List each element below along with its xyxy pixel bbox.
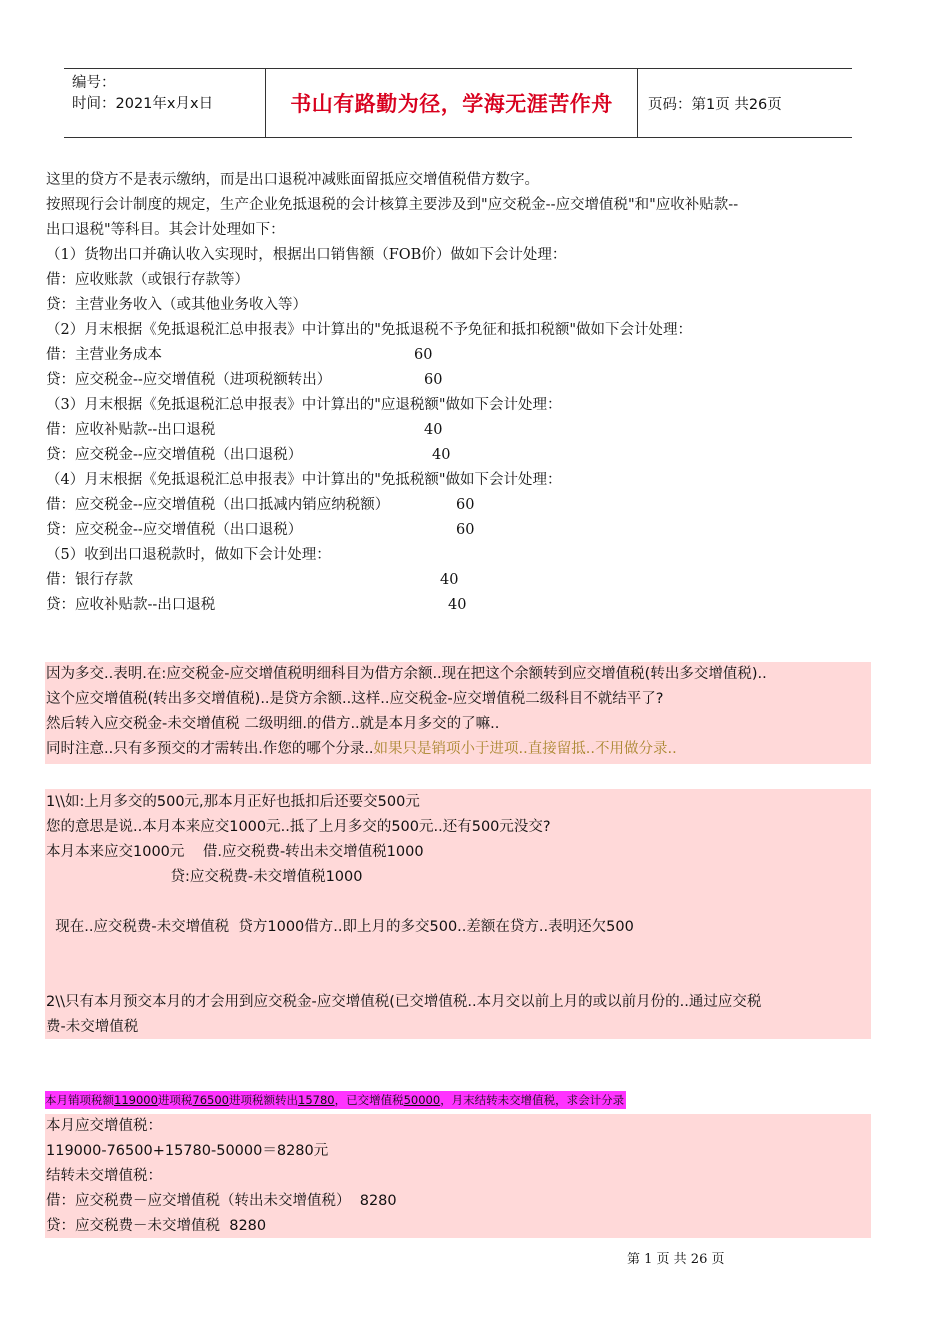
blank-line <box>45 890 871 915</box>
entry-amount: 40 <box>448 597 467 613</box>
paragraph-line: 贷：应交税费－未交增值税 8280 <box>46 1218 267 1234</box>
note-text: 同时注意..只有多预交的才需转出.作您的哪个分录.. <box>46 741 374 757</box>
paragraph-line: 2\\只有本月预交本月的才会用到应交税金-应交增值税(已交增值税..本月交以前上月的或以前月份的..通过应交税 <box>46 994 762 1010</box>
header-page-cell <box>638 69 852 137</box>
entry-line <box>46 343 876 368</box>
entry-amount: 40 <box>440 572 459 588</box>
entry-line <box>46 268 876 293</box>
paragraph-line: 这个应交增值税(转出多交增值税)..是贷方余额..这样..应交税金-应交增值税二级科目不就结平了? <box>46 691 664 707</box>
entry-text: 这里的贷方不是表示缴纳，而是出口退税冲减账面留抵应交增值税借方数字。 <box>46 172 539 188</box>
entry-line <box>46 193 876 218</box>
paragraph-line: 结转未交增值税： <box>46 1168 162 1184</box>
entry-amount: 60 <box>456 497 475 513</box>
entry-text: （2）月末根据《免抵退税汇总申报表》中计算出的"免抵退税不予免征和抵扣税额"做如下会计处理： <box>46 322 693 338</box>
paragraph-line <box>45 737 871 762</box>
entry-text: 贷：应收补贴款--出口退税 <box>46 597 216 613</box>
entry-line <box>46 468 876 493</box>
entry-amount: 40 <box>432 447 451 463</box>
problem-text: 进项税 <box>157 1093 193 1107</box>
entry-text: 借：应交税金--应交增值税（出口抵减内销应纳税额） <box>46 497 390 513</box>
entry-text: （3）月末根据《免抵退税汇总申报表》中计算出的"应退税额"做如下会计处理： <box>46 397 562 413</box>
entry-text: 按照现行会计制度的规定，生产企业免抵退税的会计核算主要涉及到"应交税金--应交增值税"和"应收补贴款-- <box>46 197 739 213</box>
entry-text: 贷：主营业务收入（或其他业务收入等） <box>46 297 307 313</box>
paragraph-line: 您的意思是说..本月本来应交1000元..抵了上月多交的500元..还有500元没交? <box>46 819 551 835</box>
header-motto-cell <box>265 69 638 137</box>
entry-line <box>46 168 876 193</box>
entry-text: 贷：应交税金--应交增值税（进项税额转出） <box>46 372 332 388</box>
entry-amount: 40 <box>424 422 443 438</box>
problem-statement <box>45 1091 626 1109</box>
page-header <box>64 68 852 138</box>
entry-line <box>46 393 876 418</box>
entry-text: （1）货物出口并确认收入实现时，根据出口销售额（FOB价）做如下会计处理： <box>46 247 567 263</box>
problem-value: 50000 <box>403 1093 441 1107</box>
entry-line <box>46 493 876 518</box>
entry-line <box>46 218 876 243</box>
entry-text: 借：主营业务成本 <box>46 347 162 363</box>
entry-line <box>46 443 876 468</box>
motto: 书山有路勤为径，学海无涯苦作舟 <box>290 92 613 116</box>
entry-line <box>46 593 876 618</box>
solution-box <box>45 1114 871 1238</box>
entry-line <box>46 368 876 393</box>
note-box-1 <box>45 662 871 764</box>
entry-text: 借：应收补贴款--出口退税 <box>46 422 216 438</box>
entry-line <box>46 543 876 568</box>
paragraph-line: 然后转入应交税金-未交增值税 二级明细.的借方..就是本月多交的了嘛.. <box>46 716 500 732</box>
entry-line <box>46 318 876 343</box>
blank-line <box>45 965 871 990</box>
entry-amount: 60 <box>456 522 475 538</box>
entry-line <box>46 293 876 318</box>
highlight-text: 如果只是销项小于进项..直接留抵..不用做分录.. <box>373 741 677 757</box>
paragraph-line: 本月应交增值税： <box>46 1118 162 1134</box>
paragraph-line: 本月本来应交1000元 借.应交税费-转出未交增值税1000 <box>46 844 424 860</box>
footer-page-number: 第 1 页 共 26 页 <box>627 1252 725 1267</box>
problem-text: 本月销项税额 <box>45 1093 114 1107</box>
problem-value: 76500 <box>192 1093 229 1107</box>
problem-text: ，已交增值税 <box>334 1093 404 1107</box>
entry-text: 贷：应交税金--应交增值税（出口退税） <box>46 447 303 463</box>
page-footer <box>627 1248 724 1267</box>
paragraph-line: 现在..应交税费-未交增值税 贷方1000借方..即上月的多交500..差额在贷方..表明还欠500 <box>46 919 634 935</box>
time-label: 时间：2021年x月x日 <box>72 96 214 112</box>
entry-text: （4）月末根据《免抵退税汇总申报表》中计算出的"免抵税额"做如下会计处理： <box>46 472 562 488</box>
paragraph-line: 贷:应交税费-未交增值税1000 <box>46 869 363 885</box>
accounting-entries <box>46 168 876 618</box>
blank-line <box>45 940 871 965</box>
entry-amount: 60 <box>414 347 433 363</box>
paragraph-line: 借：应交税费－应交增值税（转出未交增值税） 8280 <box>46 1193 397 1209</box>
entry-amount: 60 <box>424 372 443 388</box>
entry-text: 贷：应交税金--应交增值税（出口退税） <box>46 522 303 538</box>
paragraph-line: 119000-76500+15780-50000＝8280元 <box>46 1143 329 1159</box>
paragraph-line: 因为多交..表明.在:应交税金-应交增值税明细科目为借方余额..现在把这个余额转到应交增值税(转出多交增值税).. <box>46 666 767 682</box>
page-info: 页码：第1页 共26页 <box>648 96 782 113</box>
entry-line <box>46 418 876 443</box>
entry-text: 借：应收账款（或银行存款等） <box>46 272 249 288</box>
problem-value: 15780 <box>298 1093 335 1107</box>
paragraph-line: 1\\如:上月多交的500元,那本月正好也抵扣后还要交500元 <box>46 794 420 810</box>
entry-text: （5）收到出口退税款时，做如下会计处理： <box>46 547 331 563</box>
entry-text: 出口退税"等科目。其会计处理如下： <box>46 222 285 238</box>
entry-line <box>46 243 876 268</box>
header-meta <box>64 69 265 137</box>
entry-text: 借：银行存款 <box>46 572 133 588</box>
paragraph-line: 费-未交增值税 <box>46 1019 139 1035</box>
problem-text: 进项税额转出 <box>229 1093 298 1107</box>
note-box-2 <box>45 789 871 1039</box>
problem-text: ，月末结转未交增值税，求会计分录 <box>440 1093 625 1107</box>
entry-line <box>46 568 876 593</box>
number-label: 编号： <box>72 75 116 91</box>
entry-line <box>46 518 876 543</box>
problem-value: 119000 <box>114 1093 158 1107</box>
